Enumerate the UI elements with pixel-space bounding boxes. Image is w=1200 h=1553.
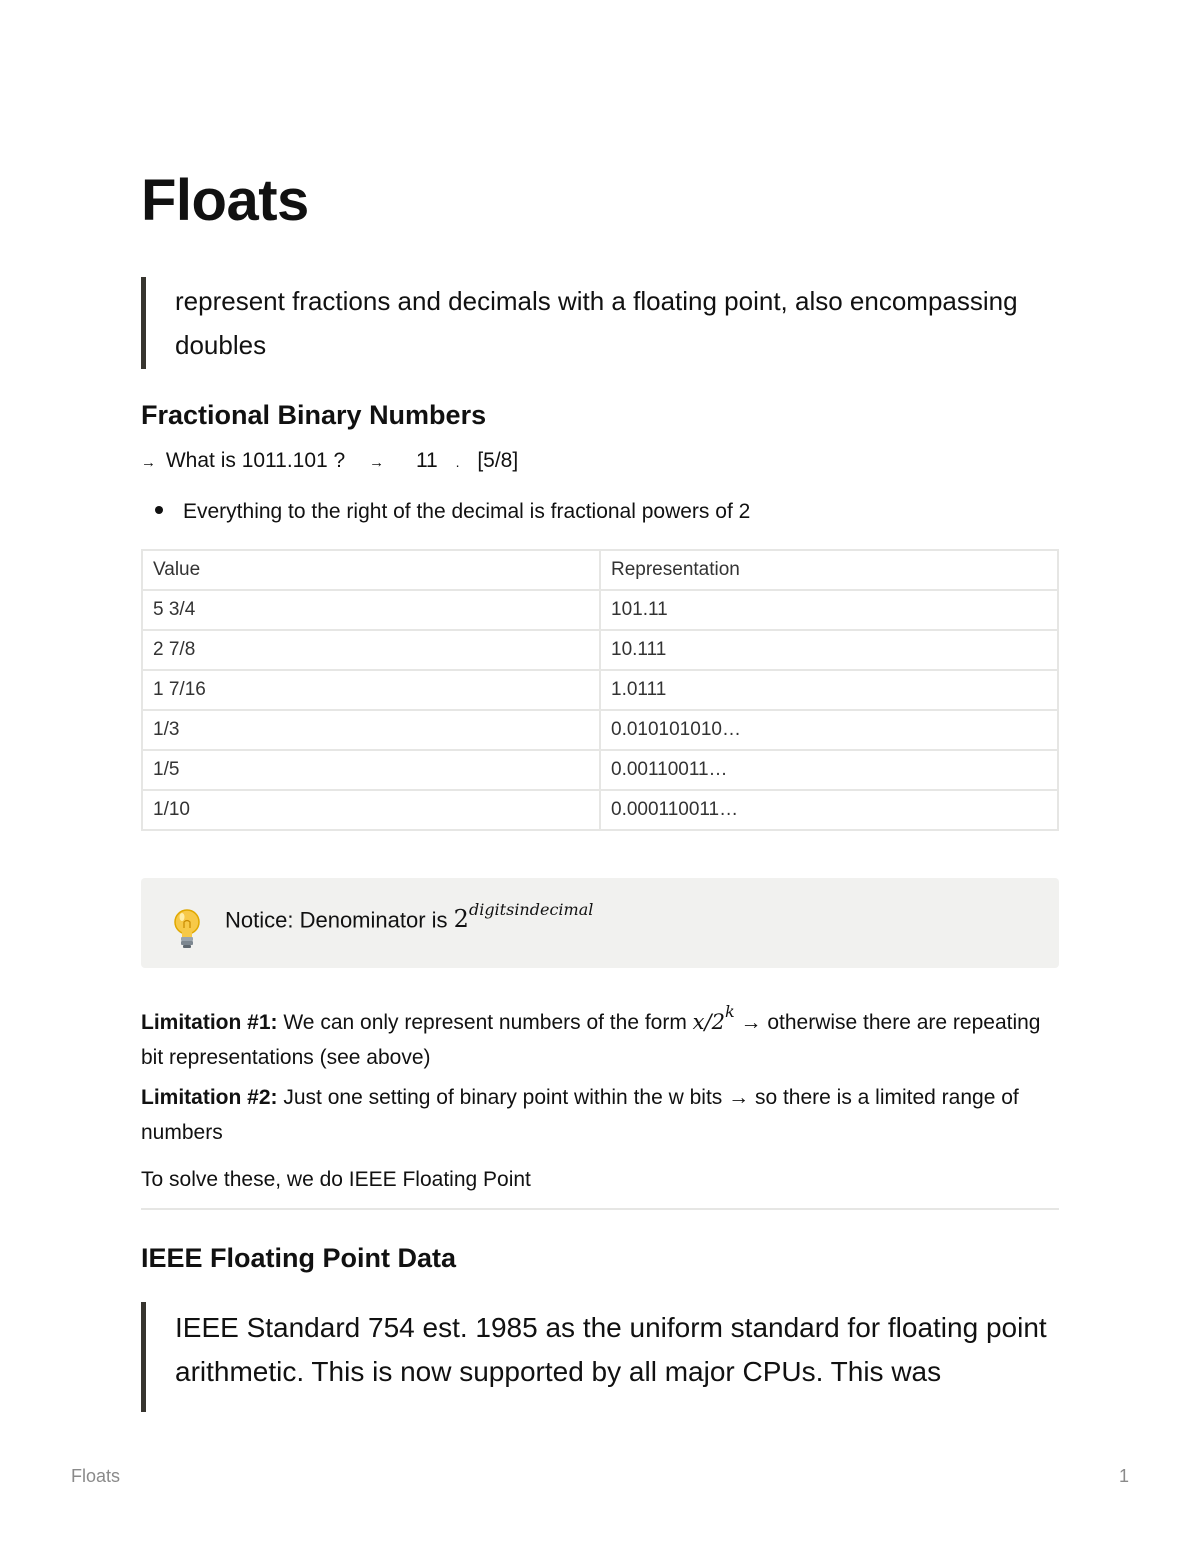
binary-point: .: [455, 454, 460, 470]
table-header-cell: Representation: [600, 550, 1058, 590]
list-item: [155, 497, 750, 527]
table-row: [142, 590, 1058, 630]
table-row: [142, 790, 1058, 830]
fraction-part: [5/8]: [477, 449, 519, 472]
page-title: Floats: [141, 168, 309, 233]
bullet-dot-icon: [155, 506, 163, 514]
table-header-cell: Value: [142, 550, 600, 590]
math-expression: [453, 900, 594, 934]
colon: :: [270, 1086, 278, 1109]
table-cell: 1/3: [142, 710, 600, 750]
limitation-2: [141, 1080, 1059, 1150]
table-row: [142, 750, 1058, 790]
limitation-1: [141, 998, 1059, 1075]
callout-text: [225, 900, 594, 934]
integer-part: 11: [415, 449, 438, 472]
arrow-icon: →: [369, 454, 385, 471]
section-heading-fractional-binary: Fractional Binary Numbers: [141, 400, 487, 430]
binary-question: What is 1011.101 ?: [165, 449, 346, 472]
limitation-2-label: Limitation #2: [141, 1086, 271, 1109]
math-base: x/2: [692, 1010, 725, 1034]
limitation-1-text-after: → otherwise there are repeating bit representations (see above): [141, 1011, 1041, 1069]
table-cell: 10.111: [600, 630, 1058, 670]
footer-page-number: 1: [1118, 1466, 1129, 1486]
table-row: [142, 710, 1058, 750]
footer-doc-name: Floats: [71, 1466, 121, 1486]
table-header-row: [142, 550, 1058, 590]
table-cell: 2 7/8: [142, 630, 600, 670]
section-heading-ieee: IEEE Floating Point Data: [141, 1243, 457, 1273]
ieee-quote: IEEE Standard 754 est. 1985 as the uniform standard for floating point arithmetic. This is now supported by all major CPUs. This was: [141, 1302, 1059, 1412]
math-expression: [692, 1002, 735, 1034]
list-item-text: Everything to the right of the decimal is fractional powers of 2: [183, 500, 751, 523]
limitation-1-label: Limitation #1: [141, 1011, 271, 1034]
notice-callout: [141, 878, 1059, 968]
limitation-1-text: We can only represent numbers of the form: [277, 1011, 693, 1034]
representation-table: [141, 549, 1059, 831]
table-row: [142, 630, 1058, 670]
solve-line: To solve these, we do IEEE Floating Point: [141, 1168, 531, 1191]
table-cell: 1 7/16: [142, 670, 600, 710]
math-exponent: k: [724, 1002, 735, 1021]
table-cell: 5 3/4: [142, 590, 600, 630]
table-cell: 0.000110011…: [600, 790, 1058, 830]
table-cell: 101.11: [600, 590, 1058, 630]
table-cell: 1.0111: [600, 670, 1058, 710]
intro-quote: represent fractions and decimals with a floating point, also encompassing doubles: [141, 277, 1059, 369]
callout-label: Notice: Denominator is: [225, 907, 448, 933]
math-exponent: digitsindecimal: [468, 900, 594, 919]
arrow-icon: →: [141, 454, 156, 471]
table-cell: 0.00110011…: [600, 750, 1058, 790]
lightbulb-icon: [171, 908, 203, 950]
limitation-2-text: Just one setting of binary point within the w bits → so there is a limited range of numbers: [141, 1086, 1019, 1144]
table-cell: 0.010101010…: [600, 710, 1058, 750]
table-cell: 1/10: [142, 790, 600, 830]
divider: [141, 1208, 1059, 1210]
colon: :: [270, 1011, 278, 1034]
math-base: 2: [453, 905, 469, 934]
binary-question-line: [141, 446, 524, 478]
table-row: [142, 670, 1058, 710]
table-cell: 1/5: [142, 750, 600, 790]
